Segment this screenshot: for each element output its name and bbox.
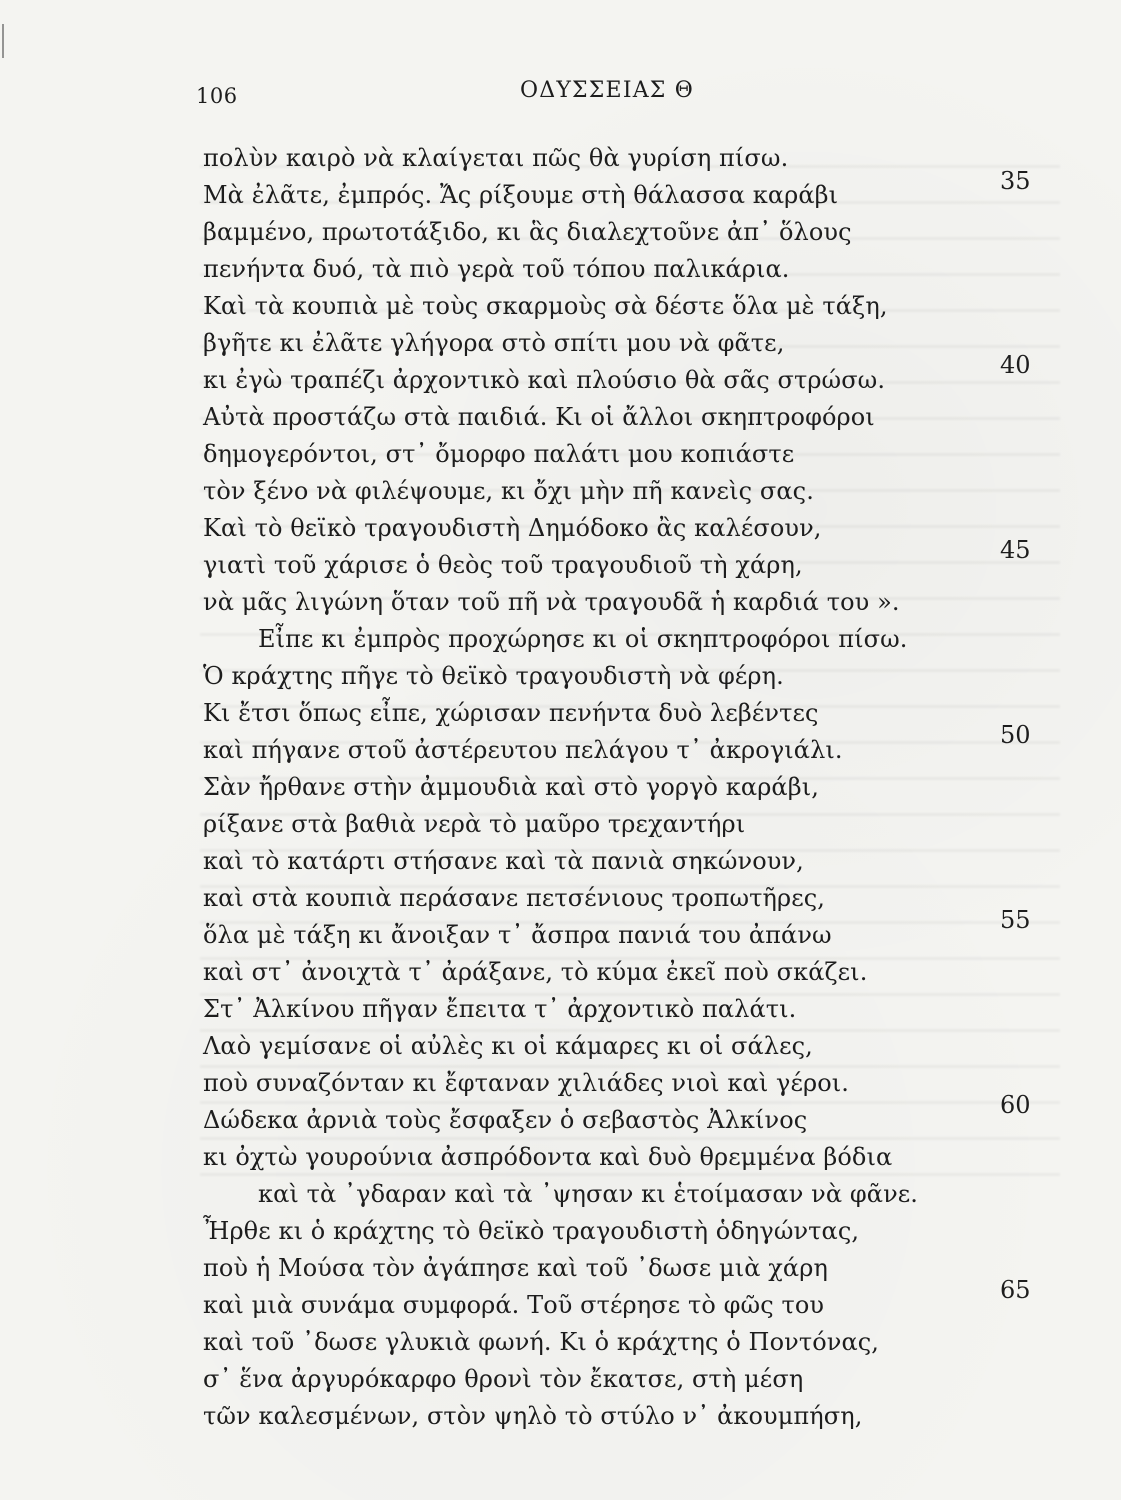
- poem-line: τὸν ξένο νὰ φιλέψουμε, κι ὄχι μὴν πῆ κανεὶς σας.: [203, 477, 814, 505]
- verse-number: 35: [1000, 167, 1031, 195]
- poem-line: καὶ μιὰ συνάμα συμφορά. Τοῦ στέρησε τὸ φῶς του: [203, 1291, 825, 1319]
- running-head: ΟΔΥΣΣΕΙΑΣ Θ: [520, 78, 694, 103]
- verse-number: 65: [1000, 1276, 1031, 1304]
- poem-line: καὶ τοῦ ᾽δωσε γλυκιὰ φωνή. Κι ὁ κράχτης ὁ Ποντόνας,: [203, 1328, 880, 1356]
- poem-line: ποὺ συναζόνταν κι ἔφταναν χιλιάδες νιοὶ καὶ γέροι.: [203, 1069, 850, 1097]
- poem-line: γιατὶ τοῦ χάρισε ὁ θεὸς τοῦ τραγουδιοῦ τὴ χάρη,: [203, 551, 803, 579]
- poem-line: τῶν καλεσμένων, στὸν ψηλὸ τὸ στύλο ν᾽ ἀκουμπήση,: [203, 1402, 863, 1430]
- verse-number: 50: [1000, 721, 1031, 749]
- poem-line: Στ᾽ Ἀλκίνου πῆγαν ἔπειτα τ᾽ ἀρχοντικὸ παλάτι.: [203, 995, 797, 1023]
- poem-line: δημογερόντοι, στ᾽ ὄμορφο παλάτι μου κοπιάστε: [203, 440, 795, 468]
- poem-line: καὶ πήγανε στοῦ ἀστέρευτου πελάγου τ᾽ ἀκρογιάλι.: [203, 736, 843, 764]
- poem-line: Κι ἔτσι ὅπως εἶπε, χώρισαν πενήντα δυὸ λεβέντες: [203, 699, 819, 727]
- poem-line: ὅλα μὲ τάξη κι ἄνοιξαν τ᾽ ἄσπρα πανιά του ἀπάνω: [203, 921, 832, 949]
- poem-line: καὶ στ᾽ ἀνοιχτὰ τ᾽ ἀράξανε, τὸ κύμα ἐκεῖ ποὺ σκάζει.: [203, 958, 868, 986]
- poem-line: πολὺν καιρὸ νὰ κλαίγεται πῶς θὰ γυρίση πίσω.: [203, 144, 789, 172]
- page-number: 106: [196, 84, 238, 108]
- poem-line: πενήντα δυό, τὰ πιὸ γερὰ τοῦ τόπου παλικάρια.: [203, 255, 790, 283]
- poem-line: κι ὀχτὼ γουρούνια ἀσπρόδοντα καὶ δυὸ θρεμμένα βόδια: [203, 1143, 893, 1171]
- poem-line: Καὶ τὰ κουπιὰ μὲ τοὺς σκαρμοὺς σὰ δέστε ὅλα μὲ τάξη,: [203, 292, 888, 320]
- poem-line: Καὶ τὸ θεϊκὸ τραγουδιστὴ Δημόδοκο ἂς καλέσουν,: [203, 514, 822, 542]
- poem-line: βαμμένο, πρωτοτάξιδο, κι ἃς διαλεχτοῦνε ἀπ᾽ ὅλους: [203, 218, 852, 246]
- verse-number: 55: [1000, 906, 1031, 934]
- poem-line: καὶ τὰ ᾽γδαραν καὶ τὰ ᾽ψησαν κι ἑτοίμασαν νὰ φᾶνε.: [258, 1180, 919, 1208]
- poem-line: Λαὸ γεμίσανε οἱ αὐλὲς κι οἱ κάμαρες κι οἱ σάλες,: [203, 1032, 813, 1060]
- poem-line: καὶ τὸ κατάρτι στήσανε καὶ τὰ πανιὰ σηκώνουν,: [203, 847, 804, 875]
- poem-line: ρίξανε στὰ βαθιὰ νερὰ τὸ μαῦρο τρεχαντήρι: [203, 810, 746, 838]
- verse-number: 60: [1000, 1091, 1031, 1119]
- poem-line: ποὺ ἡ Μούσα τὸν ἀγάπησε καὶ τοῦ ᾽δωσε μιὰ χάρη: [203, 1254, 828, 1282]
- poem-line: βγῆτε κι ἐλᾶτε γλήγορα στὸ σπίτι μου νὰ φᾶτε,: [203, 329, 785, 357]
- verse-number: 40: [1000, 351, 1031, 379]
- poem-line: νὰ μᾶς λιγώνη ὅταν τοῦ πῆ νὰ τραγουδᾶ ἡ καρδιά του ».: [203, 588, 900, 616]
- poem-line: Ἦρθε κι ὁ κράχτης τὸ θεϊκὸ τραγουδιστὴ ὁδηγώντας,: [203, 1217, 860, 1245]
- poem-line: σ᾽ ἕνα ἀργυρόκαρφο θρονὶ τὸν ἔκατσε, στὴ μέση: [203, 1365, 804, 1393]
- poem-line: Σὰν ἤρθανε στὴν ἀμμουδιὰ καὶ στὸ γοργὸ καράβι,: [203, 773, 819, 801]
- poem-line: Δώδεκα ἀρνιὰ τοὺς ἔσφαξεν ὁ σεβαστὸς Ἀλκίνος: [203, 1106, 808, 1134]
- verse-number: 45: [1000, 536, 1031, 564]
- poem-line: καὶ στὰ κουπιὰ περάσανε πετσένιους τροπωτῆρες,: [203, 884, 826, 912]
- poem-line: Εἶπε κι ἐμπρὸς προχώρησε κι οἱ σκηπτροφόροι πίσω.: [258, 625, 908, 653]
- poem-line: Αὐτὰ προστάζω στὰ παιδιά. Κι οἱ ἄλλοι σκηπτροφόροι: [203, 403, 875, 431]
- poem-line: Μὰ ἐλᾶτε, ἐμπρός. Ἄς ρίξουμε στὴ θάλασσα καράβι: [203, 181, 839, 209]
- poem-line: Ὁ κράχτης πῆγε τὸ θεϊκὸ τραγουδιστὴ νὰ φέρη.: [203, 662, 784, 690]
- poem-line: κι ἐγὼ τραπέζι ἀρχοντικὸ καὶ πλούσιο θὰ σᾶς στρώσω.: [203, 366, 886, 394]
